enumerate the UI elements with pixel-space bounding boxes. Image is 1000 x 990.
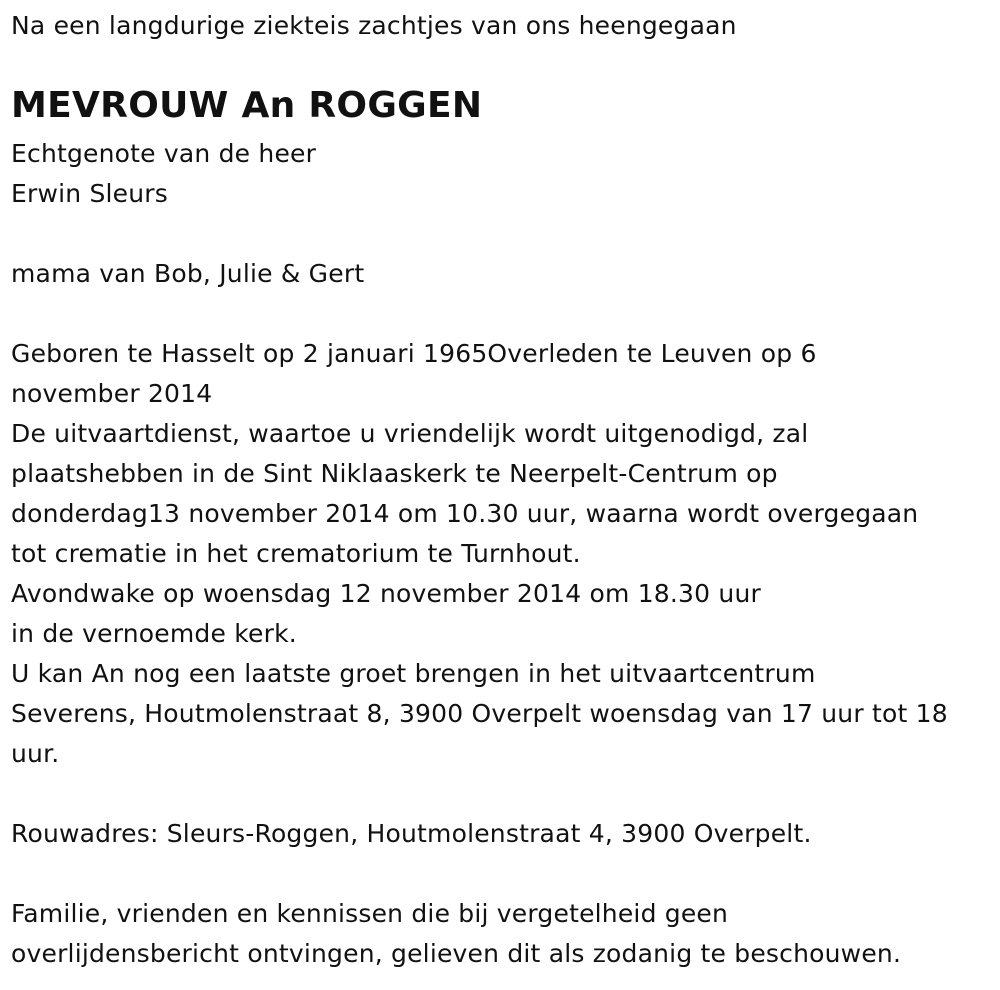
detail-line: in de vernoemde kerk. <box>11 619 297 648</box>
detail-line: De uitvaartdienst, waartoe u vriendelijk wordt uitgenodigd, zal <box>11 419 809 448</box>
funeral-details <box>11 334 948 774</box>
closing-line: Familie, vrienden en kennissen die bij vergetelheid geen <box>11 899 729 928</box>
mourning-address-section <box>11 814 812 854</box>
detail-line: november 2014 <box>11 379 213 408</box>
intro-text: Na een langdurige ziekteis zachtjes van ons heengegaan <box>11 11 737 40</box>
children-section <box>11 254 364 294</box>
detail-line: uur. <box>11 739 60 768</box>
detail-line: donderdag13 november 2014 om 10.30 uur, waarna wordt overgegaan <box>11 499 919 528</box>
spouse-section <box>11 134 316 214</box>
detail-line: plaatshebben in de Sint Niklaaskerk te Neerpelt-Centrum op <box>11 459 778 488</box>
detail-line: tot crematie in het crematorium te Turnhout. <box>11 539 581 568</box>
deceased-name: MEVROUW An ROGGEN <box>11 85 483 126</box>
detail-line: U kan An nog een laatste groet brengen in het uitvaartcentrum <box>11 659 816 688</box>
detail-line: Avondwake op woensdag 12 november 2014 om 18.30 uur <box>11 579 761 608</box>
spouse-line: Erwin Sleurs <box>11 179 169 208</box>
detail-line: Severens, Houtmolenstraat 8, 3900 Overpelt woensdag van 17 uur tot 18 <box>11 699 948 728</box>
closing-section <box>11 894 901 974</box>
closing-line: overlijdensbericht ontvingen, gelieven dit als zodanig te beschouwen. <box>11 939 902 968</box>
spouse-line: Echtgenote van de heer <box>11 139 317 168</box>
children-line: mama van Bob, Julie & Gert <box>11 259 365 288</box>
mourning-address: Rouwadres: Sleurs-Roggen, Houtmolenstraat 4, 3900 Overpelt. <box>11 819 812 848</box>
detail-line: Geboren te Hasselt op 2 januari 1965Overleden te Leuven op 6 <box>11 339 817 368</box>
